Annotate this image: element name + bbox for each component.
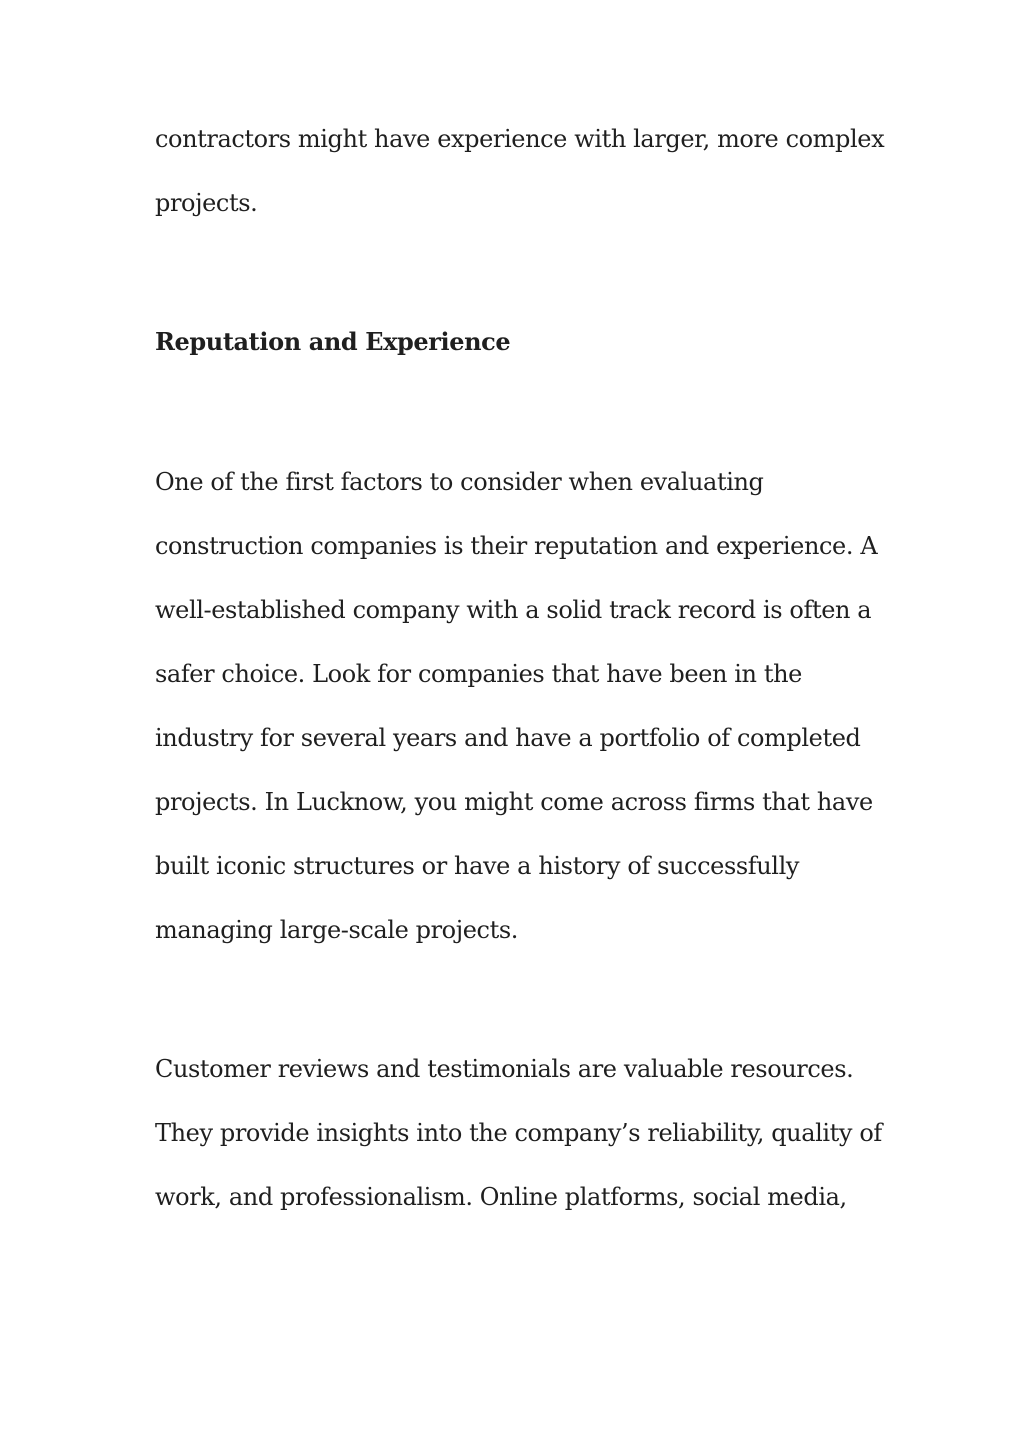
paragraph1-line-2: construction companies is their reputation and experience. A (155, 532, 878, 560)
paragraph1-line-6: projects. In Lucknow, you might come across firms that have (155, 788, 873, 816)
paragraph1-line-8: managing large-scale projects. (155, 916, 518, 944)
paragraph1-line-5: industry for several years and have a portfolio of completed (155, 724, 861, 752)
section-heading: Reputation and Experience (155, 327, 511, 356)
paragraph1-line-7: built iconic structures or have a history of successfully (155, 852, 800, 880)
paragraph1-line-4: safer choice. Look for companies that have been in the (155, 660, 802, 688)
paragraph2-line-3: work, and professionalism. Online platforms, social media, (155, 1183, 847, 1211)
intro-line-1: contractors might have experience with larger, more complex (155, 125, 885, 153)
paragraph2-line-2: They provide insights into the company’s reliability, quality of (155, 1119, 882, 1147)
paragraph1-line-1: One of the first factors to consider when evaluating (155, 468, 764, 496)
paragraph1-line-3: well-established company with a solid track record is often a (155, 596, 872, 624)
intro-line-2: projects. (155, 189, 258, 217)
paragraph2-line-1: Customer reviews and testimonials are valuable resources. (155, 1055, 854, 1083)
